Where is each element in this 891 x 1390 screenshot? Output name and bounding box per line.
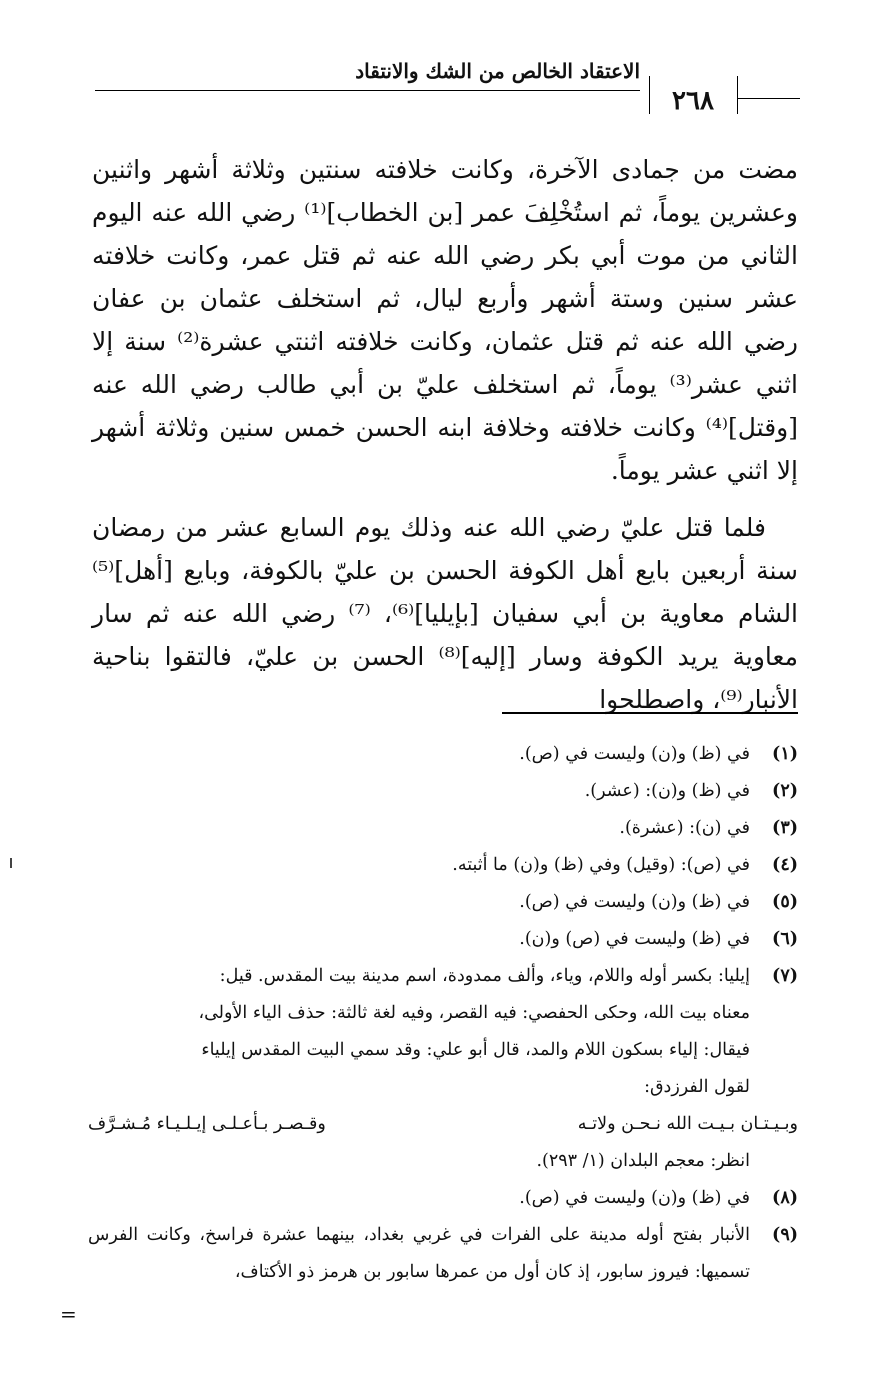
footnote-item	[88, 773, 798, 810]
footnote-7-source: انظر: معجم البلدان (١/ ٢٩٣).	[536, 1151, 750, 1171]
footnote-7-line: لقول الفرزدق:	[644, 1077, 750, 1097]
footnote-item	[88, 847, 798, 884]
footnote-number: (١)	[772, 744, 798, 764]
footnote-text: في (ص): (وقيل) وفي (ظ) و(ن) ما أثبته.	[452, 855, 750, 875]
gutter-mark	[10, 858, 12, 868]
footnote-text: في (ن): (عشرة).	[619, 818, 750, 838]
verse-first-hemistich: وبـيـتـان بـيـت الله نـحـن ولاتـه	[577, 1114, 798, 1134]
footnote-number: (٣)	[772, 818, 798, 838]
footnote-item	[88, 1180, 798, 1217]
header-divider-right	[737, 76, 738, 114]
footnotes	[88, 736, 798, 1291]
footnote-text: في (ظ) وليست في (ص) و(ن).	[519, 929, 750, 949]
running-header	[95, 56, 800, 116]
footnote-7-line: إيليا: بكسر أوله واللام، وياء، وألف ممدودة، اسم مدينة بيت المقدس. قيل:	[219, 966, 750, 986]
footnote-separator	[502, 712, 798, 714]
header-rule	[95, 90, 640, 91]
footnote-number: (٢)	[772, 781, 798, 801]
footnote-7-line: فيقال: إلياء بسكون اللام والمد، قال أبو علي: وقد سمي البيت المقدس إيلياء	[201, 1040, 750, 1060]
footnote-number: (٥)	[772, 892, 798, 912]
footnote-item	[88, 1217, 798, 1291]
footnote-item	[88, 810, 798, 847]
footnote-number: (٩)	[772, 1225, 798, 1245]
footnote-text: في (ظ) و(ن) وليست في (ص).	[519, 744, 750, 764]
footnote-7	[88, 958, 798, 1106]
footnote-7-reference	[88, 1143, 798, 1180]
paragraph-2: فلما قتل عليّ رضي الله عنه وذلك يوم السابع عشر من رمضان سنة أربعين بايع أهل الكوفة الحسن بن عليّ بالكوفة، وبايع [أهل]⁽⁵⁾ الشام معاوية بن أبي سفيان [بإيليا]⁽⁶⁾، ⁽⁷⁾ رضي الله عنه ثم سار معاوية يريد الكوفة وسار [إليه]⁽⁸⁾ الحسن بن عليّ، فالتقوا بناحية الأنبار⁽⁹⁾، واصطلحوا	[92, 513, 799, 714]
footnote-number: (٦)	[772, 929, 798, 949]
poetry-verse	[88, 1106, 798, 1143]
continuation-mark: =	[60, 1302, 77, 1326]
footnote-text: في (ظ) و(ن): (عشر).	[584, 781, 750, 801]
header-divider-left	[649, 76, 650, 114]
header-rule-short	[738, 98, 800, 99]
header-title: الاعتقاد الخالص من الشك والانتقاد	[355, 59, 640, 83]
footnote-item	[88, 736, 798, 773]
footnote-number: (٧)	[772, 966, 798, 986]
footnote-number: (٨)	[772, 1188, 798, 1208]
footnote-text: في (ظ) و(ن) وليست في (ص).	[519, 892, 750, 912]
footnote-number: (٤)	[772, 855, 798, 875]
footnote-text: في (ظ) و(ن) وليست في (ص).	[519, 1188, 750, 1208]
footnote-7-line: معناه بيت الله، وحكى الحفصي: فيه القصر، وفيه لغة ثالثة: حذف الياء الأولى،	[198, 1003, 750, 1023]
footnote-item	[88, 884, 798, 921]
main-text	[92, 148, 798, 721]
footnote-text: الأنبار بفتح أوله مدينة على الفرات في غربي بغداد، بينهما عشرة فراسخ، وكانت الفرس تسميها: فيروز سابور، إذ كان أول من عمرها سابور بن هرمز ذو الأكتاف،	[88, 1225, 750, 1282]
footnote-7-body	[88, 958, 750, 1106]
page-number: ٢٦٨	[672, 86, 714, 116]
verse-second-hemistich: وقـصـر بـأعـلـى إيـلـيـاء مُـشـرَّف	[88, 1114, 326, 1134]
footnote-item	[88, 921, 798, 958]
paragraph-1: مضت من جمادى الآخرة، وكانت خلافته سنتين وثلاثة أشهر واثنين وعشرين يوماً، ثم استُخْلِفَ عمر [بن الخطاب]⁽¹⁾ رضي الله عنه اليوم الثاني من موت أبي بكر رضي الله عنه ثم قتل عمر، وكانت خلافته عشر سنين وستة أشهر وأربع ليال، ثم استخلف عثمان بن عفان رضي الله عنه ثم قتل عثمان، وكانت خلافته اثنتي عشرة⁽²⁾ سنة إلا اثني عشر⁽³⁾ يوماً، ثم استخلف عليّ بن أبي طالب رضي الله عنه [وقتل]⁽⁴⁾ وكانت خلافته وخلافة ابنه الحسن خمس سنين وثلاثة أشهر إلا اثني عشر يوماً.	[92, 155, 798, 485]
